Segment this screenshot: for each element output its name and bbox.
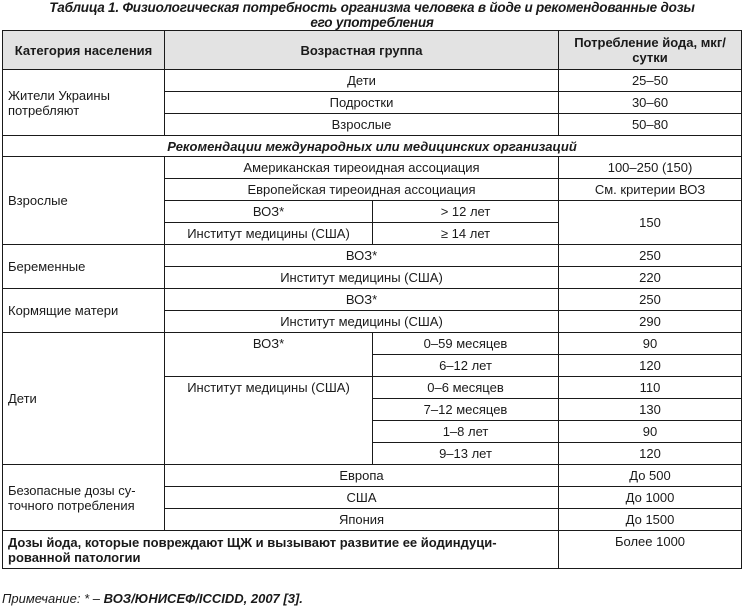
category-ukraine: Жители Украины потребляют bbox=[3, 70, 165, 136]
category-nursing: Кормящие матери bbox=[3, 289, 165, 333]
harmful-doses-line-1: Дозы йода, которые повреждают ЩЖ и вызывают развитие ее йодиндуци- bbox=[8, 534, 497, 550]
group-cell: Институт медицины (США) bbox=[165, 267, 559, 289]
table-row bbox=[3, 289, 742, 311]
value-cell: 25–50 bbox=[559, 70, 742, 92]
value-cell: 110 bbox=[559, 377, 742, 399]
group-cell: ВОЗ* bbox=[165, 289, 559, 311]
table-row bbox=[3, 465, 742, 487]
age-cell: 9–13 лет bbox=[373, 443, 559, 465]
value-cell: 290 bbox=[559, 311, 742, 333]
value-cell: До 500 bbox=[559, 465, 742, 487]
org-cell: ВОЗ* bbox=[165, 201, 373, 223]
table-row bbox=[3, 70, 742, 92]
age-cell: 6–12 лет bbox=[373, 355, 559, 377]
group-cell: Дети bbox=[165, 70, 559, 92]
header-row bbox=[3, 31, 742, 70]
value-cell: 130 bbox=[559, 399, 742, 421]
value-cell: До 1500 bbox=[559, 509, 742, 531]
group-cell: США bbox=[165, 487, 559, 509]
value-cell: 220 bbox=[559, 267, 742, 289]
age-cell: 7–12 месяцев bbox=[373, 399, 559, 421]
footnote-text: ВОЗ/ЮНИСЕФ/ICCIDD, 2007 [3]. bbox=[103, 591, 303, 606]
table-row bbox=[3, 157, 742, 179]
value-cell: См. критерии ВОЗ bbox=[559, 179, 742, 201]
age-cell: 0–6 месяцев bbox=[373, 377, 559, 399]
value-cell: 150 bbox=[559, 201, 742, 245]
age-cell: 0–59 месяцев bbox=[373, 333, 559, 355]
group-cell: Американская тиреоидная ассоциация bbox=[165, 157, 559, 179]
section-row bbox=[3, 136, 742, 157]
value-cell: 30–60 bbox=[559, 92, 742, 114]
header-age-group: Возрастная группа bbox=[165, 31, 559, 70]
table-row-harmful bbox=[3, 531, 742, 569]
category-safe-doses-line-2: точного потребления bbox=[8, 497, 135, 513]
category-pregnant: Беременные bbox=[3, 245, 165, 289]
value-cell: 90 bbox=[559, 421, 742, 443]
value-cell: 120 bbox=[559, 355, 742, 377]
age-cell: > 12 лет bbox=[373, 201, 559, 223]
value-cell: 250 bbox=[559, 245, 742, 267]
group-cell: Европейская тиреоидная ассоциация bbox=[165, 179, 559, 201]
group-cell: Взрослые bbox=[165, 114, 559, 136]
footnote bbox=[2, 591, 303, 606]
header-category: Категория населения bbox=[3, 31, 165, 70]
value-cell: До 1000 bbox=[559, 487, 742, 509]
value-cell: 90 bbox=[559, 333, 742, 355]
age-cell: 1–8 лет bbox=[373, 421, 559, 443]
table-row bbox=[3, 333, 742, 355]
footnote-label: Примечание: * – bbox=[2, 591, 100, 606]
category-safe-doses bbox=[3, 465, 165, 531]
category-safe-doses-line-1: Безопасные дозы су- bbox=[8, 482, 136, 498]
group-cell: ВОЗ* bbox=[165, 245, 559, 267]
group-cell: Подростки bbox=[165, 92, 559, 114]
harmful-doses-label bbox=[3, 531, 559, 569]
iodine-table bbox=[2, 30, 742, 569]
table-title bbox=[0, 0, 744, 30]
age-cell: ≥ 14 лет bbox=[373, 223, 559, 245]
value-cell: 250 bbox=[559, 289, 742, 311]
table-row bbox=[3, 245, 742, 267]
group-cell: Европа bbox=[165, 465, 559, 487]
table-title-line-1: Таблица 1. Физиологическая потребность организма человека в йоде и рекомендованные дозы bbox=[49, 0, 695, 15]
org-cell: ВОЗ* bbox=[165, 333, 373, 377]
section-title: Рекомендации международных или медицинских организаций bbox=[3, 136, 742, 157]
table-title-line-2: его употребления bbox=[310, 15, 434, 30]
value-cell: 120 bbox=[559, 443, 742, 465]
group-cell: Институт медицины (США) bbox=[165, 311, 559, 333]
org-cell: Институт медицины (США) bbox=[165, 377, 373, 465]
header-intake: Потребление йода, мкг/сутки bbox=[559, 31, 742, 70]
harmful-doses-value: Более 1000 bbox=[559, 531, 742, 569]
org-cell: Институт медицины (США) bbox=[165, 223, 373, 245]
value-cell: 50–80 bbox=[559, 114, 742, 136]
category-children: Дети bbox=[3, 333, 165, 465]
value-cell: 100–250 (150) bbox=[559, 157, 742, 179]
group-cell: Япония bbox=[165, 509, 559, 531]
category-adults: Взрослые bbox=[3, 157, 165, 245]
harmful-doses-line-2: рованной патологии bbox=[8, 549, 141, 565]
